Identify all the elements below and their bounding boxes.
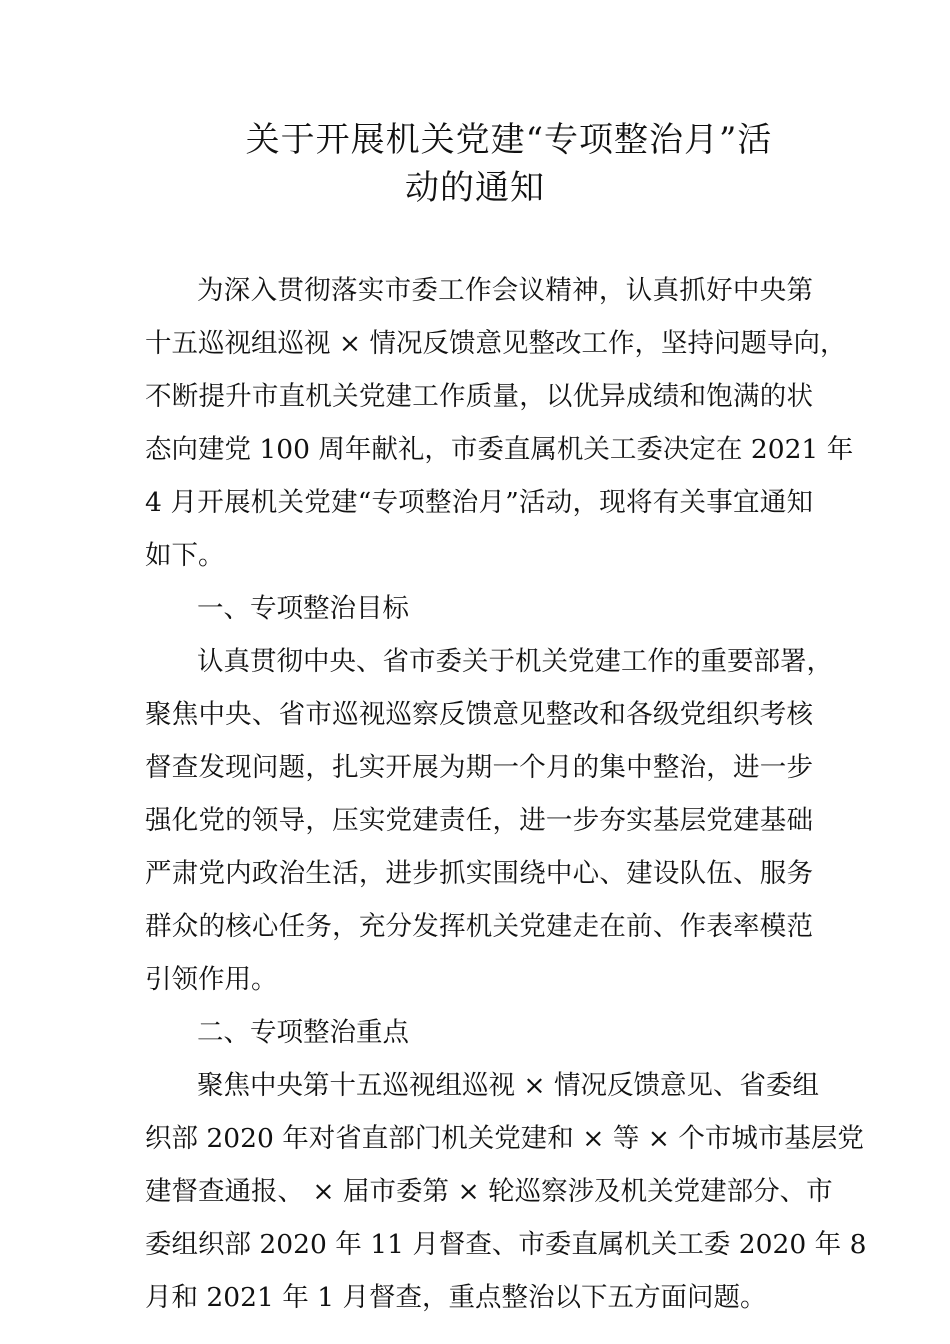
- paragraph-focus-line: 建督查通报、 × 届市委第 × 轮巡察涉及机关党建部分、市: [145, 1176, 833, 1207]
- paragraph-focus-line: 聚焦中央第十五巡视组巡视 × 情况反馈意见、省委组: [197, 1070, 820, 1101]
- paragraph-objectives-line: 引领作用。: [145, 964, 278, 995]
- paragraph-intro-line: 4 月开展机关党建“专项整治月”活动，现将有关事宜通知: [145, 487, 813, 518]
- paragraph-objectives-line: 聚焦中央、省市巡视巡察反馈意见整改和各级党组织考核: [145, 699, 813, 730]
- paragraph-objectives-line: 督查发现问题，扎实开展为期一个月的集中整治，进一步: [145, 752, 813, 783]
- paragraph-intro-line: 态向建党 100 周年献礼，市委直属机关工委决定在 2021 年: [145, 434, 854, 465]
- paragraph-intro-line: 十五巡视组巡视 × 情况反馈意见整改工作，坚持问题导向，: [145, 328, 847, 359]
- paragraph-focus-line: 织部 2020 年对省直部门机关党建和 × 等 × 个市城市基层党: [145, 1123, 864, 1154]
- document-title-line-1: 关于开展机关党建“专项整治月”活: [245, 120, 773, 160]
- paragraph-focus-line: 委组织部 2020 年 11 月督查、市委直属机关工委 2020 年 8: [145, 1229, 867, 1260]
- paragraph-objectives-line: 强化党的领导，压实党建责任，进一步夯实基层党建基础: [145, 805, 813, 836]
- paragraph-intro-line: 如下。: [145, 540, 225, 571]
- section-heading-objectives: 一、专项整治目标: [197, 593, 409, 624]
- paragraph-objectives-line: 认真贯彻中央、省市委关于机关党建工作的重要部署，: [197, 646, 833, 677]
- paragraph-objectives-line: 群众的核心任务，充分发挥机关党建走在前、作表率模范: [145, 911, 813, 942]
- paragraph-focus-line: 月和 2021 年 1 月督查，重点整治以下五方面问题。: [145, 1282, 767, 1313]
- document-title-line-2: 动的通知: [405, 168, 545, 208]
- paragraph-intro-line: 为深入贯彻落实市委工作会议精神，认真抓好中央第: [197, 275, 813, 306]
- section-heading-focus: 二、专项整治重点: [197, 1017, 409, 1048]
- paragraph-intro-line: 不断提升市直机关党建工作质量，以优异成绩和饱满的状: [145, 381, 813, 412]
- document-body: [145, 264, 867, 1324]
- paragraph-objectives-line: 严肃党内政治生活，进步抓实围绕中心、建设队伍、服务: [145, 858, 813, 889]
